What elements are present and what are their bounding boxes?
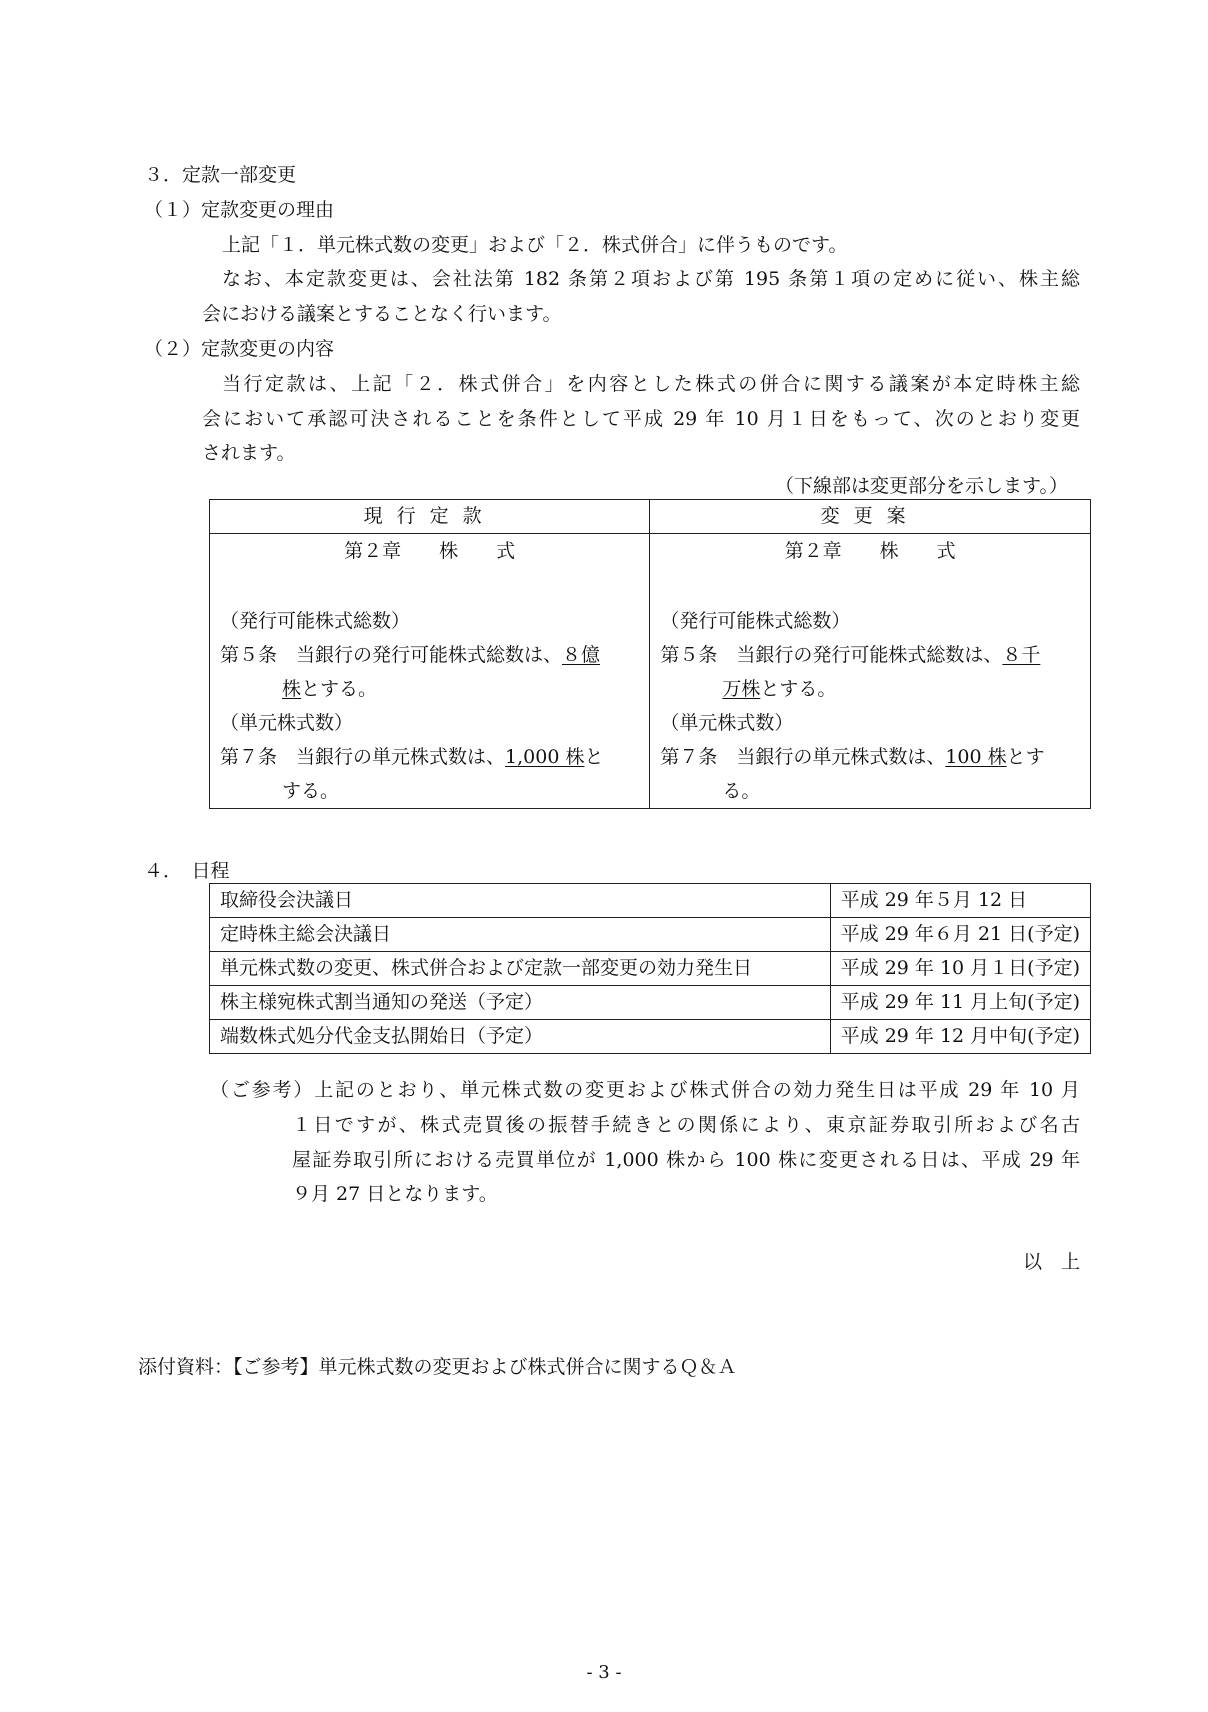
schedule-event: 取締役会決議日 [210,884,831,918]
proposed-art5-line1: 第５条 当銀行の発行可能株式総数は、８千 [660,644,1041,666]
sub1-paragraph2-line2: 会における議案とすることなく行います。 [202,303,562,325]
current-art5-underlined-1: ８億 [562,644,601,666]
schedule-row [210,952,1091,986]
schedule-row [210,884,1091,918]
current-art7-title: （単元株式数） [220,712,354,734]
column-header-current: 現行定款 [210,500,650,534]
schedule-event: 株主様宛株式割当通知の発送（予定） [210,986,831,1020]
current-chapter: 第２章 株 式 [344,540,516,562]
proposed-chapter: 第２章 株 式 [784,540,956,562]
section3-heading: ３．定款一部変更 [144,164,297,186]
current-art5-line1: 第５条 当銀行の発行可能株式総数は、８億 [220,644,601,666]
proposed-art7-title: （単元株式数） [660,712,794,734]
reference-line1: （ご参考）上記のとおり、単元株式数の変更および株式併合の効力発生日は平成 29 年 10 月 [210,1079,1080,1101]
schedule-date: 平成 29 年 12 月中旬(予定) [830,1020,1090,1054]
proposed-art7-line1: 第７条 当銀行の単元株式数は、100 株とす [660,746,1045,768]
proposed-art5-underlined-1: ８千 [1002,644,1041,666]
current-art5-line2: 株とする。 [282,678,378,700]
sub2-paragraph-line3: されます。 [202,442,296,464]
sub1-paragraph2-line1: なお、本定款変更は、会社法第 182 条第２項および第 195 条第１項の定めに従い、株主総 [222,268,1080,290]
current-art5-underlined-2: 株 [282,678,302,700]
schedule-event: 定時株主総会決議日 [210,918,831,952]
current-art7-underlined: 1,000 株 [505,746,585,768]
sub2-heading: （２）定款変更の内容 [144,338,335,360]
closing-mark: 以 上 [1022,1251,1080,1273]
schedule-event: 端数株式処分代金支払開始日（予定） [210,1020,831,1054]
schedule-date: 平成 29 年５月 12 日 [830,884,1090,918]
page-number: - 3 - [586,1662,622,1683]
proposed-art5-line2: 万株とする。 [722,678,837,700]
proposed-art5-title: （発行可能株式総数） [660,610,851,632]
proposed-articles [650,534,1091,809]
current-art7-line2: する。 [282,780,340,802]
reference-line3: 屋証券取引所における売買単位が 1,000 株から 100 株に変更される日は、平成 29 年 [292,1149,1080,1171]
current-art7-line1: 第７条 当銀行の単元株式数は、1,000 株と [220,746,604,768]
schedule-row [210,918,1091,952]
schedule-row [210,986,1091,1020]
schedule-date: 平成 29 年６月 21 日(予定) [830,918,1090,952]
proposed-art7-underlined: 100 株 [945,746,1007,768]
schedule-table [209,883,1091,1054]
schedule-event: 単元株式数の変更、株式併合および定款一部変更の効力発生日 [210,952,831,986]
underline-note: （下線部は変更部分を示します。） [775,475,1068,497]
schedule-row [210,1020,1091,1054]
attachment-note: 添付資料：【ご参考】単元株式数の変更および株式併合に関するＱ＆Ａ [138,1356,737,1378]
current-articles [210,534,650,809]
proposed-art7-line2: る。 [722,780,761,802]
sub2-paragraph-line1: 当行定款は、上記「２．株式併合」を内容とした株式の併合に関する議案が本定時株主総 [222,373,1080,395]
amendment-table [209,499,1091,809]
section4-heading: ４． 日程 [144,860,230,882]
schedule-date: 平成 29 年 11 月上旬(予定) [830,986,1090,1020]
schedule-date: 平成 29 年 10 月１日(予定) [830,952,1090,986]
sub1-paragraph1: 上記「１．単元株式数の変更」および「２．株式併合」に伴うものです。 [222,234,848,256]
column-header-proposed: 変更案 [650,500,1091,534]
proposed-art5-underlined-2: 万株 [722,678,761,700]
sub1-heading: （１）定款変更の理由 [144,199,335,221]
current-art5-title: （発行可能株式総数） [220,610,411,632]
reference-line4: ９月 27 日となります。 [292,1183,498,1205]
sub2-paragraph-line2: 会において承認可決されることを条件として平成 29 年 10 月１日をもって、次のとおり変更 [202,408,1080,430]
reference-line2: １日ですが、株式売買後の振替手続きとの関係により、東京証券取引所および名古 [292,1114,1080,1136]
